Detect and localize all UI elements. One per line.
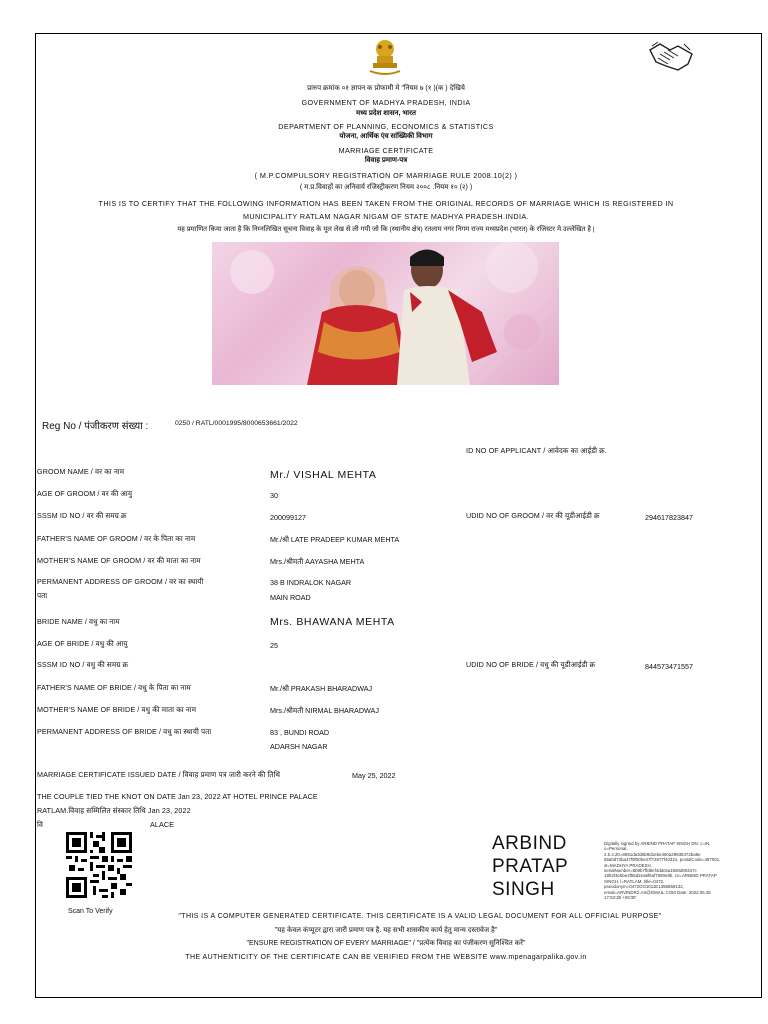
signature-block — [492, 832, 568, 901]
state-emblem-icon — [366, 37, 404, 77]
bride-address-value-2: ADARSH NAGAR — [270, 742, 328, 751]
knot-line-1: THE COUPLE TIED THE KNOT ON DATE Jan 23, 2022 AT HOTEL PRINCE PALACE — [37, 792, 318, 801]
groom-sssm-value: 200099127 — [270, 513, 306, 522]
groom-address-label-cont: पता — [37, 591, 48, 600]
rule-reference: प्रारुप क्रमांक ०१ ज्ञापन क प्रोफामी मे "नियम ७ (१ )(क ) देखिये — [307, 85, 465, 92]
signature-line-3: SINGH — [492, 879, 555, 900]
certify-text-en-1: THIS IS TO CERTIFY THAT THE FOLLOWING INFORMATION HAS BEEN TAKEN FROM THE ORIGINAL RECORDS OF MARRIAGE WHICH IS REGISTERED IN — [98, 199, 674, 208]
bride-udid-label: UDID NO OF BRIDE / वधु की यूडीआईडी क्र — [466, 660, 596, 669]
footer-line-4: THE AUTHENTICITY OF THE CERTIFICATE CAN BE VERIFIED FROM THE WEBSITE www.mpenagarpalika.gov.in — [185, 954, 587, 961]
scan-to-verify-label: Scan To Verify — [68, 908, 113, 915]
signature-line-1: ARBIND — [492, 833, 567, 854]
groom-age-label: AGE OF GROOM / वर की आयु — [37, 489, 133, 498]
certify-text-hi: यह प्रमाणित किया जाता है कि निम्नलिखित सूचना विवाह के मूल लेख से ली गयी जो कि (स्थानीय क्षेत्र) रतलाम नगर निगम राज्य मध्यप्रदेश (भारत) के रजिस्टर मे उल्लेखित है | — [177, 226, 595, 233]
bride-father-label: FATHER'S NAME OF BRIDE / वधु के पिता का नाम — [37, 683, 191, 692]
qr-code-icon[interactable] — [66, 832, 132, 898]
issue-date-value: May 25, 2022 — [352, 771, 396, 780]
rule-hi: ( म.प्र.विवाहों का अनिवार्य रजिस्ट्रीकरण नियम २००८ .नियम १० (२) ) — [299, 184, 473, 191]
applicant-id-label: ID NO OF APPLICANT / आवेदक का आईडी क्र. — [466, 446, 607, 455]
department-hi: योजना, आर्थिक एंव सांख्यिकी विभाग — [339, 133, 433, 140]
department-en: DEPARTMENT OF PLANNING, ECONOMICS & STATISTICS — [278, 122, 494, 131]
footer-line-1: "THIS IS A COMPUTER GENERATED CERTIFICATE. THIS CERTIFICATE IS A VALID LEGAL DOCUMENT FOR ALL OFFICIAL PURPOSE" — [178, 913, 662, 920]
bride-name-label: BRIDE NAME / वधु का नाम — [37, 617, 120, 626]
bride-father-value: Mr./श्री PRAKASH BHARADWAJ — [270, 684, 373, 693]
issue-date-label: MARRIAGE CERTIFICATE ISSUED DATE / विवाह प्रमाण पत्र जारी करने की तिथि — [37, 770, 281, 779]
handshake-logo-icon — [648, 40, 694, 74]
groom-mother-label: MOTHER'S NAME OF GROOM / वर की माता का नाम — [37, 556, 201, 565]
bride-sssm-label: SSSM ID NO / वधु की समग्र क्र — [37, 660, 129, 669]
knot-line-2: RATLAM.विवाह सम्मिलित संस्कार तिथि Jan 23, 2022 — [37, 806, 191, 815]
rule-en: ( M.P.COMPULSORY REGISTRATION OF MARRIAGE RULE 2008.10(2) ) — [254, 171, 518, 180]
couple-photo — [212, 242, 559, 385]
groom-sssm-label: SSSM ID NO / वर की समग्र क्र — [37, 511, 127, 520]
groom-age-value: 30 — [270, 491, 278, 500]
footer-line-3: "ENSURE REGISTRATION OF EVERY MARRIAGE" / "प्रत्येक विवाह का पंजीकरण सुनिश्चित करें" — [246, 940, 526, 947]
bride-udid-value: 844573471557 — [645, 662, 693, 671]
groom-address-value-1: 38 B INDRALOK NAGAR — [270, 578, 352, 587]
certificate-title-hi: विवाह प्रमाण-पत्र — [364, 157, 408, 164]
bride-mother-value: Mrs./श्रीमती NIRMAL BHARADWAJ — [270, 706, 379, 715]
footer-line-2: "यह केवल कंप्यूटर द्वारा जारी प्रमाण पत्र है. यह सभी शासकीय कार्य हेतु मान्य दस्तावेज है" — [274, 927, 498, 934]
groom-name-label: GROOM NAME / वर का नाम — [37, 467, 125, 476]
groom-udid-value: 294617823847 — [645, 513, 693, 522]
groom-udid-label: UDID NO OF GROOM / वर की यूडीआईडी क्र — [466, 511, 600, 520]
reg-no-value: 0250 / RATL/0001995/8000653661/2022 — [175, 420, 298, 427]
bride-age-value: 25 — [270, 641, 278, 650]
digital-signature-details: Digitally signed by ARBIND PRATAP SINGH DN: c=IN, o=Personal, 2.5.4.20=8951da3d5b9d1ebe460a29935472ba5e 55a0d73ba47f9f00be37f72877f40324, postalCode=457001, st=MADHYA PRADESH, serialNumber=8b9b7ffd8ef4ddc5a1660d00447c 1802f4e5be2f55d2ea5f6af7080e8b, cn=ARBIND PRATAP SINGH, l=RATLAM, title=0472, pseudonym=0472OG1011E1355859132, email=ARVINDR2.AS@GMAIL.COM Date: 2022.05.25 17:53:35 +05'30' — [604, 841, 721, 901]
groom-address-label: PERMANENT ADDRESS OF GROOM / वर का स्थायी — [37, 577, 204, 586]
groom-father-label: FATHER'S NAME OF GROOM / वर के पिता का नाम — [37, 534, 196, 543]
bride-address-label: PERMANENT ADDRESS OF BRIDE / वधु का स्थायी पता — [37, 727, 212, 736]
bride-address-value-1: 83 , BUNDI ROAD — [270, 728, 330, 737]
groom-father-value: Mr./श्री LATE PRADEEP KUMAR MEHTA — [270, 535, 400, 544]
signature-line-2: PRATAP — [492, 856, 569, 877]
certify-text-en-2: MUNICIPALITY RATLAM NAGAR NIGAM OF STATE MADHYA PRADESH.INDIA. — [243, 212, 529, 221]
groom-mother-value: Mrs./श्रीमती AAYASHA MEHTA — [270, 557, 365, 566]
bride-name-value: Mrs. BHAWANA MEHTA — [270, 616, 395, 628]
knot-line-3a: वि — [37, 820, 43, 829]
certificate-title-en: MARRIAGE CERTIFICATE — [338, 146, 434, 155]
knot-line-3b: ALACE — [150, 820, 175, 829]
reg-no-label: Reg No / पंजीकरण संख्या : — [42, 421, 149, 432]
govt-name-en: GOVERNMENT OF MADHYA PRADESH, INDIA — [301, 98, 471, 107]
govt-name-hi: मध्य प्रदेश शासन, भारत — [356, 110, 416, 117]
groom-address-value-2: MAIN ROAD — [270, 593, 311, 602]
groom-name-value: Mr./ VISHAL MEHTA — [270, 469, 377, 481]
bride-mother-label: MOTHER'S NAME OF BRIDE / वधु की माता का नाम — [37, 705, 197, 714]
bride-age-label: AGE OF BRIDE / वधु की आयु — [37, 639, 128, 648]
